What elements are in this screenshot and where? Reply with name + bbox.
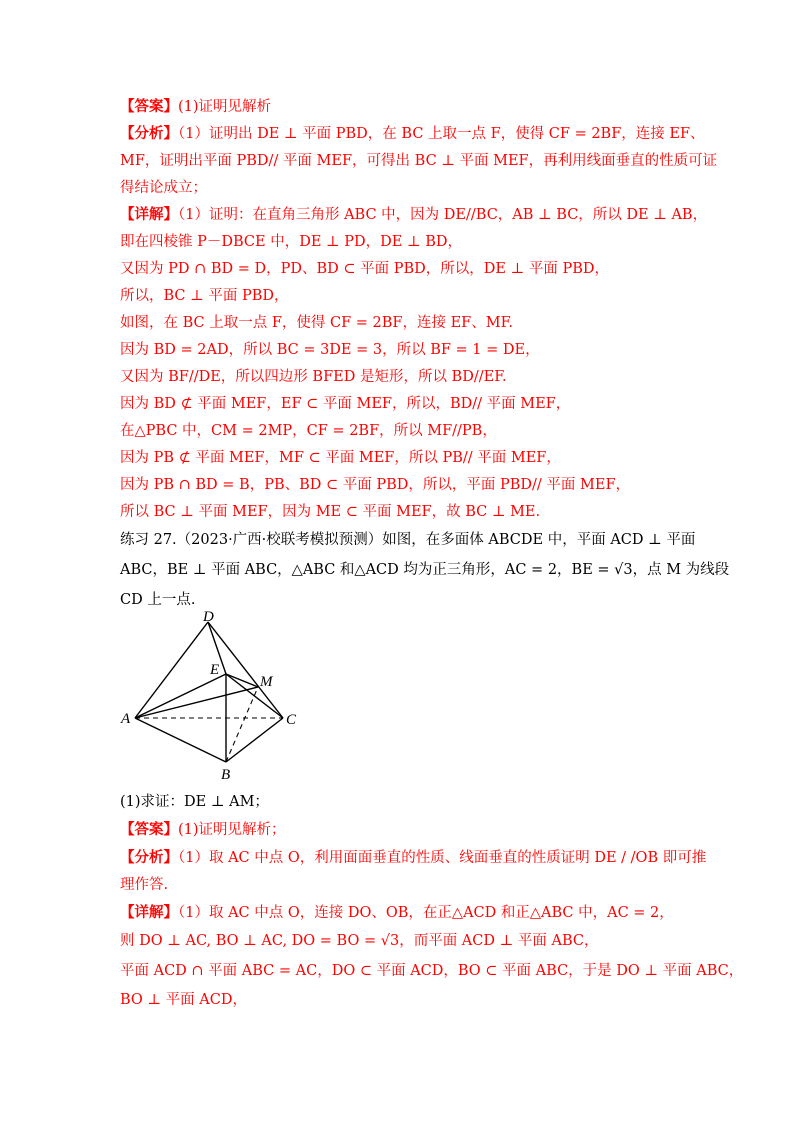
text-line: 【答案】(1)证明见解析 bbox=[120, 98, 272, 115]
text-line: 【详解】（1）证明：在直角三角形 ABC 中，因为 DE//BC，AB ⊥ BC，所以 DE ⊥ AB， bbox=[120, 206, 708, 223]
text-line: 【分析】（1）取 AC 中点 O，利用面面垂直的性质、线面垂直的性质证明 DE / /OB 即可推 bbox=[120, 849, 707, 866]
text-line: 则 DO ⊥ AC, BO ⊥ AC, DO = BO = √3，而平面 ACD ⊥ 平面 ABC， bbox=[120, 933, 599, 949]
edge-AB bbox=[135, 718, 226, 762]
problem-line: CD 上一点. bbox=[120, 592, 196, 608]
edge-DC bbox=[208, 622, 283, 718]
text-line: MF，证明出平面 PBD// 平面 MEF，可得出 BC ⊥ 平面 MEF，再利用线面垂直的性质可证 bbox=[120, 153, 718, 169]
text-line: 【详解】（1）取 AC 中点 O，连接 DO、OB，在正△ACD 和正△ABC 中，AC = 2， bbox=[120, 904, 674, 921]
question-line: (1)求证：DE ⊥ AM； bbox=[120, 794, 269, 810]
label-C: C bbox=[286, 712, 297, 728]
text-line: 因为 PB ∩ BD = B，PB、BD ⊂ 平面 PBD，所以，平面 PBD// 平面 MEF， bbox=[120, 477, 631, 493]
text-line: 【分析】（1）证明出 DE ⊥ 平面 PBD，在 BC 上取一点 F，使得 CF = 2BF，连接 EF、 bbox=[120, 125, 705, 142]
edge-AE bbox=[135, 674, 226, 718]
text-line: 理作答. bbox=[120, 877, 169, 893]
text-line: 所以，BC ⊥ 平面 PBD， bbox=[120, 288, 289, 304]
label-B: B bbox=[221, 767, 231, 783]
text-line: 因为 PB ⊄ 平面 MEF，MF ⊂ 平面 MEF，所以 PB// 平面 MEF， bbox=[120, 450, 561, 466]
problem-line: ABC，BE ⊥ 平面 ABC，△ABC 和△ACD 均为正三角形，AC = 2，BE = √3，点 M 为线段 bbox=[120, 562, 730, 578]
text-line: 平面 ACD ∩ 平面 ABC = AC，DO ⊂ 平面 ACD，BO ⊂ 平面 ABC，于是 DO ⊥ 平面 ABC， bbox=[120, 963, 744, 979]
label-A: A bbox=[121, 711, 131, 727]
edge-AM bbox=[135, 687, 258, 718]
text-line: 在△PBC 中，CM = 2MP，CF = 2BF，所以 MF//PB， bbox=[120, 423, 497, 439]
text-line: 如图，在 BC 上取一点 F，使得 CF = 2BF，连接 EF、MF. bbox=[120, 315, 513, 331]
text-line: BO ⊥ 平面 ACD， bbox=[120, 992, 247, 1008]
text-line: 得结论成立； bbox=[120, 180, 207, 196]
edge-DA bbox=[135, 622, 208, 718]
text-line: 因为 BD ⊄ 平面 MEF，EF ⊂ 平面 MEF，所以，BD// 平面 MEF， bbox=[120, 396, 571, 412]
label-D: D bbox=[203, 610, 214, 625]
edge-BM-hidden bbox=[226, 687, 258, 762]
text-line: 所以 BC ⊥ 平面 MEF，因为 ME ⊂ 平面 MEF，故 BC ⊥ ME. bbox=[120, 504, 541, 520]
label-E: E bbox=[210, 662, 220, 678]
edge-CB bbox=[226, 718, 283, 762]
text-line: 因为 BD = 2AD，所以 BC = 3DE = 3，所以 BF = 1 = DE， bbox=[120, 342, 540, 358]
text-line: 【答案】(1)证明见解析； bbox=[120, 821, 286, 838]
problem-line: 练习 27.（2023·广西·校联考模拟预测）如图，在多面体 ABCDE 中，平面 ACD ⊥ 平面 bbox=[120, 532, 696, 548]
label-M: M bbox=[260, 674, 273, 690]
polyhedron-figure bbox=[118, 610, 308, 785]
text-line: 即在四棱锥 P－DBCE 中，DE ⊥ PD，DE ⊥ BD， bbox=[120, 234, 462, 250]
text-line: 又因为 PD ∩ BD = D，PD、BD ⊂ 平面 PBD，所以，DE ⊥ 平面 PBD， bbox=[120, 261, 610, 277]
text-line: 又因为 BF//DE，所以四边形 BFED 是矩形，所以 BD//EF. bbox=[120, 369, 507, 385]
